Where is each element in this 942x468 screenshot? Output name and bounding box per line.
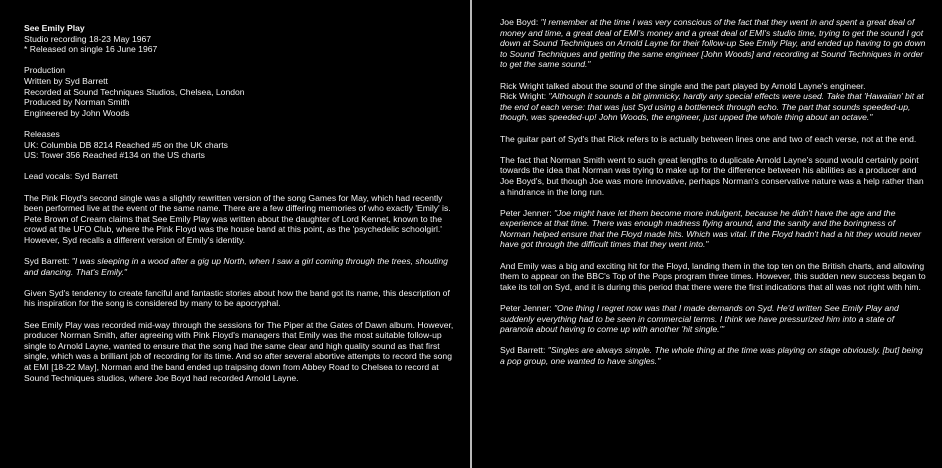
peter-jenner-quote-indulgent bbox=[500, 208, 926, 250]
quote-text: "I was sleeping in a wood after a gig up North, when I saw a girl coming through the trees, shouting and dancing. That's Emily." bbox=[24, 256, 448, 277]
quote-speaker: Peter Jenner: bbox=[500, 207, 554, 218]
joe-boyd-quote bbox=[500, 17, 926, 70]
quote-text: "Singles are always simple. The whole thing at the time was playing on stage obviously. [but] being a pop group, one wanted to have singles." bbox=[500, 345, 923, 366]
song-header bbox=[24, 23, 458, 55]
quote-text: "Although it sounds a bit gimmicky, hardly any special effects were used. Take that 'Hawaiian' bit at the end of each verse: that was just Syd using a bottleneck through echo. The part that sounds speeded-up, though, was speeded-up! John Woods, the engineer, just upped the whole thing about an octave." bbox=[500, 91, 924, 123]
lead-vocals: Lead vocals: Syd Barrett bbox=[24, 171, 118, 182]
release-uk: UK: Columbia DB 8214 Reached #5 on the UK charts bbox=[24, 139, 228, 150]
engineered-by: Engineered by John Woods bbox=[24, 107, 130, 118]
releases bbox=[24, 129, 458, 161]
produced-by: Produced by Norman Smith bbox=[24, 97, 130, 108]
quote-speaker: Peter Jenner: bbox=[500, 303, 554, 314]
paragraph-norman-smith: The fact that Norman Smith went to such great lengths to duplicate Arnold Layne's sound would certainly point towards the idea that Norman was trying to make up for the difference between his abilities as a producer and Joe Boyd's, but though Joe was more innovative, perhaps Norman's conservative nature was a help rather than a hindrance in the long run. bbox=[500, 154, 924, 197]
syd-barrett-quote-singles bbox=[500, 345, 926, 366]
paragraph-song-origin: The Pink Floyd's second single was a slightly rewritten version of the song Games for May, which had recently been performed live at the event of the same name. There are a few differing memories of who exactly 'Emily' is. Pete Brown of Cream claims that See Emily Play was written about the daughter of Lord Kennet, known to the crowd at the UFO Club, where the Pink Floyd was the house band at this point, as the 'psychedelic schoolgirl.' However, Syd recalls a different version of Emily's identity. bbox=[24, 192, 451, 245]
paragraph-hit: And Emily was a big and exciting hit for the Floyd, landing them in the top ten on the British charts, and allowing them to appear on the BBC's Top of the Pops program three times. However, this sudden new success began to take its toll on Syd, and it is during this period that there were the first indications that all was not right with him. bbox=[500, 260, 926, 292]
releases-heading: Releases bbox=[24, 128, 60, 139]
quote-text: "One thing I regret now was that I made demands on Syd. He'd written See Emily Play and suddenly everything had to be seen in commercial terms. I think we have pressurized him into a state of paranoia about having to come up with another 'hit single.'" bbox=[500, 303, 899, 335]
rick-wright-section bbox=[500, 81, 926, 123]
quote-text: "Joe might have let them become more indulgent, because he didn't have the age and the experience at that time. There was enough madness flying around, and the sanity and the boringness of Norman helped ensure that the Floyd made hits. Which was vital. If the Floyd hadn't had a hit they would never have got through the difficult times that they went into." bbox=[500, 207, 922, 250]
quote-speaker: Syd Barrett: bbox=[500, 345, 548, 356]
paragraph-recording: See Emily Play was recorded mid-way through the sessions for The Piper at the Gates of Dawn album. However, producer Norman Smith, after agreeing with Pink Floyd's managers that Emily was the most suitable follow-up single to Arnold Layne, wanted to ensure that the song had the same clear and high quality sound as that first single, which was a brilliant job of recording for its time. And so after several abortive attempts to record the song at EMI [18-22 May], Norman and the band ended up traipsing down from Abbey Road to Chelsea to record at Sound Techniques studios, where Joe Boyd had recorded Arnold Layne. bbox=[24, 319, 454, 383]
syd-barrett-quote-emily bbox=[24, 256, 458, 277]
quote-speaker: Syd Barrett: bbox=[24, 256, 72, 267]
production-credits bbox=[24, 65, 458, 118]
quote-speaker: Joe Boyd: bbox=[500, 17, 541, 27]
production-heading: Production bbox=[24, 65, 66, 76]
written-by: Written by Syd Barrett bbox=[24, 75, 108, 86]
release-note: * Released on single 16 June 1967 bbox=[24, 44, 158, 55]
recorded-at: Recorded at Sound Techniques Studios, Chelsea, London bbox=[24, 86, 245, 97]
left-page bbox=[0, 0, 470, 468]
quote-text: "I remember at the time I was very conscious of the fact that they went in and spent a great deal of money and time, a great deal of EMI's money and a great deal of EMI's studio time, trying to get the sound I got down at Sound Techniques on Arnold Layne for their follow-up See Emily Play, and ended up having to go down to Sound Techniques and getting the same engineer [John Woods] and recording at Sound Techniques in order to get the same sound." bbox=[500, 17, 926, 70]
peter-jenner-quote-regret bbox=[500, 303, 926, 335]
recording-dates: Studio recording 18-23 May 1967 bbox=[24, 33, 152, 44]
release-us: US: Tower 356 Reached #134 on the US charts bbox=[24, 150, 205, 161]
rick-intro: Rick Wright talked about the sound of the single and the part played by Arnold Layne's engineer. bbox=[500, 80, 866, 91]
song-title: See Emily Play bbox=[24, 23, 85, 33]
quote-speaker: Rick Wright: bbox=[500, 91, 549, 102]
paragraph-guitar: The guitar part of Syd's that Rick refers to is actually between lines one and two of each verse, not at the end. bbox=[500, 133, 917, 144]
paragraph-apocryphal: Given Syd's tendency to create fanciful and fantastic stories about how the band got its name, this description of his inspiration for the song is considered by many to be apocryphal. bbox=[24, 287, 450, 309]
right-page bbox=[472, 0, 942, 468]
